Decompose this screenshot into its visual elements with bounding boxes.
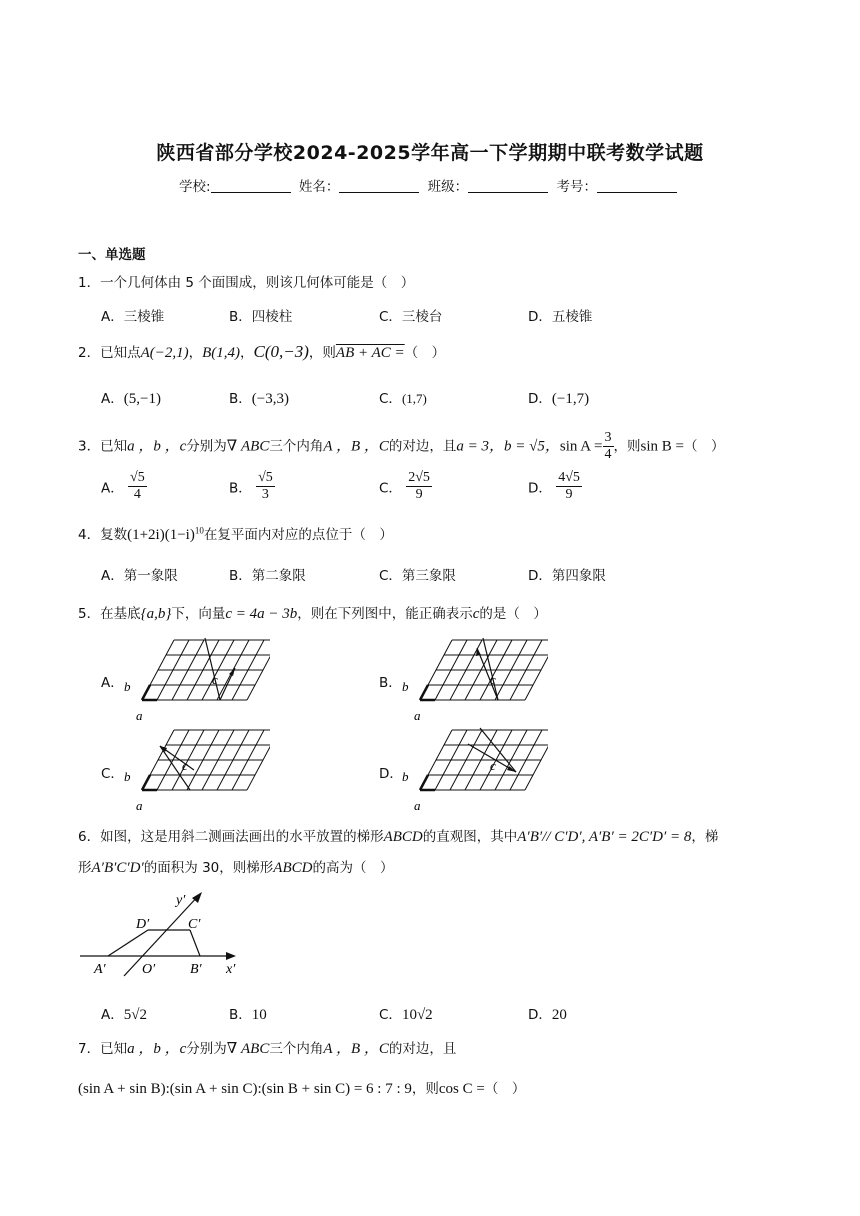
basis-b-vector: [420, 775, 428, 790]
q3-option-a[interactable]: A． $\frac{√5}{4}$: [101, 470, 145, 502]
q3-fraction: $\frac{3}{4}$: [604, 430, 612, 462]
basis-b-vector: [142, 775, 150, 790]
q1-stem: 1．一个几何体由 5 个面围成，则该几何体可能是（ ）: [78, 275, 415, 291]
q5-b-label-b: b: [402, 679, 409, 694]
q3-option-c[interactable]: C． $\frac{2√5}{9}$: [379, 470, 430, 502]
q2-option-b[interactable]: B．(−3,3): [229, 391, 289, 407]
q5-a-label-c: c: [212, 672, 218, 687]
q6-option-a[interactable]: A．5√2: [101, 1007, 147, 1023]
q2-pre: 2．已知点: [78, 345, 141, 361]
q5-a-label-b: b: [124, 679, 131, 694]
q6-side-cb: [190, 930, 200, 956]
q5-figure-a: [120, 636, 270, 724]
q6-label-d: D′: [136, 917, 150, 932]
q5-d-arrow-1: [480, 728, 516, 772]
q5-figure-c: [120, 726, 270, 814]
basis-b-vector: [142, 685, 150, 700]
q6-y-axis: [124, 894, 200, 976]
q1-option-d[interactable]: D．五棱锥: [528, 309, 593, 325]
q2-stem: 2．已知点A(−2,1)，B(1,4)，C(0,−3)，则AB + AC =（ ）: [78, 342, 446, 361]
exam-no-label: 考号：: [556, 179, 597, 195]
q2-expression: AB + AC =: [335, 345, 405, 361]
q6-label-a: A′: [94, 962, 106, 977]
q6-option-d[interactable]: D．20: [528, 1007, 567, 1023]
q2-point-c: C(0,−3): [253, 342, 309, 361]
q5-d-label-a: a: [414, 798, 421, 813]
q5-figure-d: [398, 726, 548, 814]
q1-option-a[interactable]: A．三棱锥: [101, 309, 165, 325]
q2-tail: ，则: [308, 345, 336, 361]
q5-stem: 5．在基底{a,b}下，向量c = 4a − 3b，则在下列图中，能正确表示c的是（ ）: [78, 606, 547, 622]
q6-side-ad: [108, 930, 148, 956]
q2-paren: （ ）: [404, 345, 446, 361]
q6-figure: [76, 888, 246, 980]
q7-line1: 7．已知a ，b ，c分别为∇ ABC三个内角A ，B ，C的对边，且: [78, 1041, 457, 1057]
student-info-line: [0, 175, 860, 195]
school-blank[interactable]: [211, 178, 291, 193]
q6-label-x: x′: [226, 962, 236, 977]
q6-label-y: y′: [176, 893, 186, 908]
q3-option-d[interactable]: D． $\frac{4√5}{9}$: [528, 470, 580, 502]
q1-option-c[interactable]: C．三棱台: [379, 309, 443, 325]
q6-label-c: C′: [188, 917, 201, 932]
q4-option-a[interactable]: A．第一象限: [101, 568, 178, 584]
q5-figure-b: [398, 636, 548, 724]
q2-point-b: B(1,4): [202, 345, 241, 361]
q4-stem: 4．复数$(1+2i)(1-i)^{10}$在复平面内对应的点位于（ ）: [78, 525, 393, 543]
exam-no-blank[interactable]: [597, 178, 677, 193]
name-label: 姓名：: [298, 179, 340, 195]
q6-option-c[interactable]: C．10√2: [379, 1007, 433, 1023]
q5-b-label-a: a: [414, 708, 421, 723]
name-blank[interactable]: [339, 178, 419, 193]
q7-line2: (sin A + sin B):(sin A + sin C):(sin B + sin C) = 6 : 7 : 9，则cos C =（ ）: [78, 1081, 526, 1097]
q5-c-label-c: c: [182, 758, 188, 773]
class-blank[interactable]: [468, 178, 548, 193]
q6-x-arrowhead: [226, 952, 236, 960]
q4-option-c[interactable]: C．第三象限: [379, 568, 456, 584]
q4-option-b[interactable]: B．第二象限: [229, 568, 306, 584]
q5-a-label-a: a: [136, 708, 143, 723]
q5-option-d[interactable]: D．: [379, 766, 403, 782]
q5-option-a[interactable]: A．: [101, 675, 124, 691]
q6-label-o: O′: [142, 962, 156, 977]
q5-c-label-b: b: [124, 769, 131, 784]
q6-option-b[interactable]: B．10: [229, 1007, 267, 1023]
basis-b-vector: [420, 685, 428, 700]
q5-d-label-c: c: [490, 758, 496, 773]
q1-option-b[interactable]: B．四棱柱: [229, 309, 293, 325]
section-heading: 一、单选题: [78, 247, 146, 263]
q2-point-a: A(−2,1): [140, 345, 189, 361]
q5-option-c[interactable]: C．: [101, 766, 124, 782]
q5-option-b[interactable]: B．: [379, 675, 402, 691]
q3-option-b[interactable]: B． $\frac{√5}{3}$: [229, 470, 273, 502]
q4-option-d[interactable]: D．第四象限: [528, 568, 606, 584]
q3-stem: 3．已知a ，b ，c分别为∇ ABC三个内角A ，B ，C的对边，且a = 3，b = √5，sin A = $\frac{3}{4}$ ，则sin B =（ ）: [78, 430, 725, 462]
school-label: 学校:: [179, 179, 211, 195]
q5-c-label-a: a: [136, 798, 143, 813]
exam-title: 陕西省部分学校2024-2025学年高一下学期期中联考数学试题: [156, 142, 704, 164]
q5-b-label-c: c: [490, 672, 496, 687]
q6-line1: 6．如图，这是用斜二测画法画出的水平放置的梯形ABCD的直观图，其中A′B′// C′D′, A′B′ = 2C′D′ = 8，梯: [78, 829, 719, 845]
q2-option-c[interactable]: C．(1,7): [379, 391, 427, 407]
q6-line2: 形A′B′C′D′的面积为 30，则梯形ABCD的高为（ ）: [78, 860, 394, 876]
class-label: 班级：: [427, 179, 469, 195]
q5-d-label-b: b: [402, 769, 409, 784]
q2-option-d[interactable]: D．(−1,7): [528, 391, 590, 407]
q2-option-a[interactable]: A．(5,−1): [101, 391, 161, 407]
q6-label-b: B′: [190, 962, 202, 977]
